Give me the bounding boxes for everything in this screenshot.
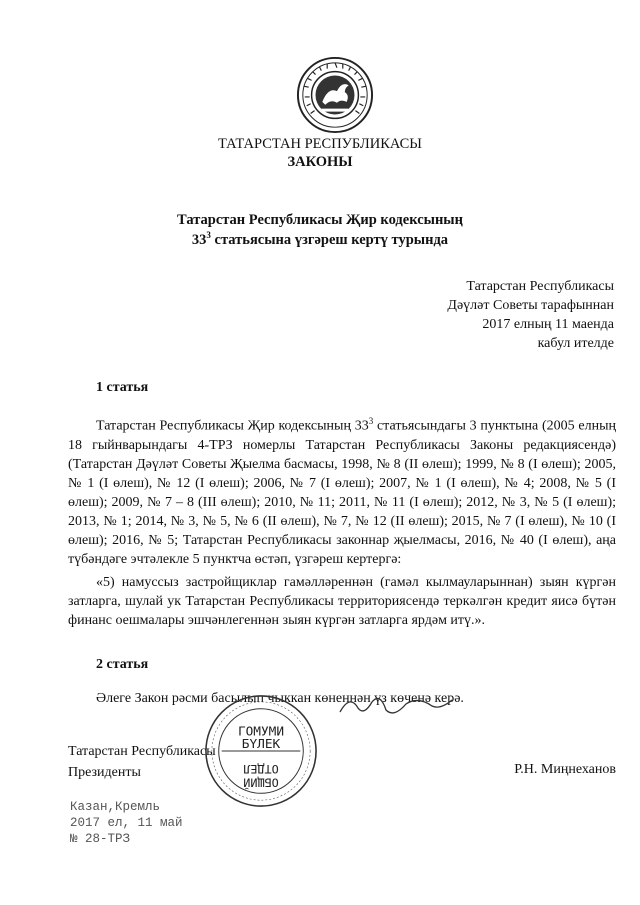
handwritten-signature — [336, 690, 456, 720]
title-rest: статьясына үзгәреш кертү турында — [210, 231, 449, 248]
article1-paragraph1 — [68, 412, 616, 569]
article1-p1-start: Татарстан Республикасы Җир кодексының 33 — [96, 418, 369, 434]
stamp-line-mid: БҮЛЕК — [241, 737, 281, 753]
article1-superscript: 3 — [368, 416, 374, 426]
adoption-line: Татарстан Республикасы — [466, 279, 614, 294]
article1-heading: 1 статья — [96, 380, 149, 395]
stamp-line-top: ГОМУМИ — [237, 724, 285, 740]
coat-of-arms-emblem — [296, 56, 374, 134]
laws-heading: ЗАКОНЫ — [287, 154, 353, 170]
article1-paragraph2: «5) намуссыз застройщиклар гамәлләреннән (гамәл кылмауларыннан) зыян күргән затларга, шулай ук Татарстан Республикасы территориясендә теркәлгән кредит яисә бүтән финанс оешмалары эшчәнлегеннән зыян күргән затларга ярдәм итү.». — [68, 575, 616, 628]
law-title-line2 — [0, 230, 640, 249]
signatory-line: Президенты — [68, 765, 141, 780]
article1-p1-rest: статьясындагы 3 пунктына (2005 елның 18 гыйнварындагы 4-ТРЗ номерлы Татарстан Республикасы Законы редакциясендә) (Татарстан Дәүләт Советы Җыелма басмасы, 1998, № 8 (II өлеш); 1999, № 8 (I өлеш); 2005, № 1 (I өлеш), № 12 (I өлеш); 2006, № 7 (I өлеш); 2007, № 1 (I өлеш), № 4; 2008, № 5 (I өлеш); 2009, № 7 – 8 (III өлеш); 2010, № 11; 2011, № 11 (I өлеш); 2012, № 3, № 5 (I өлеш); 2013, № 1; 2014, № 3, № 5, № 6 (II өлеш), № 7, № 12 (II өлеш); 2015, № 7 (I өлеш), № 10 (I өлеш); 2016, № 5; Татарстан Республикасы законнар җыелмасы, 2016, № 40 (I өлеш), аңа түбәндәге эчтәлекле 5 пунктча өстәп, үзгәреш кертергә: — [68, 418, 616, 567]
place-line: Казан,Кремль — [70, 800, 161, 814]
signatory-line: Татарстан Республикасы — [68, 744, 216, 759]
law-number-line: № 28-ТРЗ — [70, 832, 131, 846]
title-article-number: 33 — [191, 231, 207, 248]
signatory-name: Р.Н. Миңнеханов — [514, 762, 616, 777]
adoption-line: кабул ителде — [537, 336, 614, 351]
republic-heading: ТАТАРСТАН РЕСПУБЛИКАСЫ — [218, 136, 422, 152]
date-line: 2017 ел, 11 май — [70, 816, 183, 830]
official-stamp — [202, 692, 320, 810]
adoption-line: Дәүләт Советы тарафыннан — [447, 298, 614, 313]
article2-heading: 2 статья — [96, 657, 149, 672]
place-date-number — [70, 799, 183, 847]
law-title-line1: Татарстан Республикасы Җир кодексының — [177, 212, 463, 228]
adoption-line: 2017 елның 11 маенда — [482, 317, 614, 332]
signatory-title — [68, 741, 216, 783]
stamp-mirror-line2: ОБЩИЙ — [243, 775, 279, 790]
title-article-superscript: 3 — [206, 230, 211, 240]
article2-paragraph: Әлеге Закон рәсми басылып чыккан көненнән үз көченә керә. — [96, 691, 464, 706]
adoption-block — [354, 277, 614, 353]
stamp-mirror-line1: ОТДЕЛ — [243, 761, 279, 776]
